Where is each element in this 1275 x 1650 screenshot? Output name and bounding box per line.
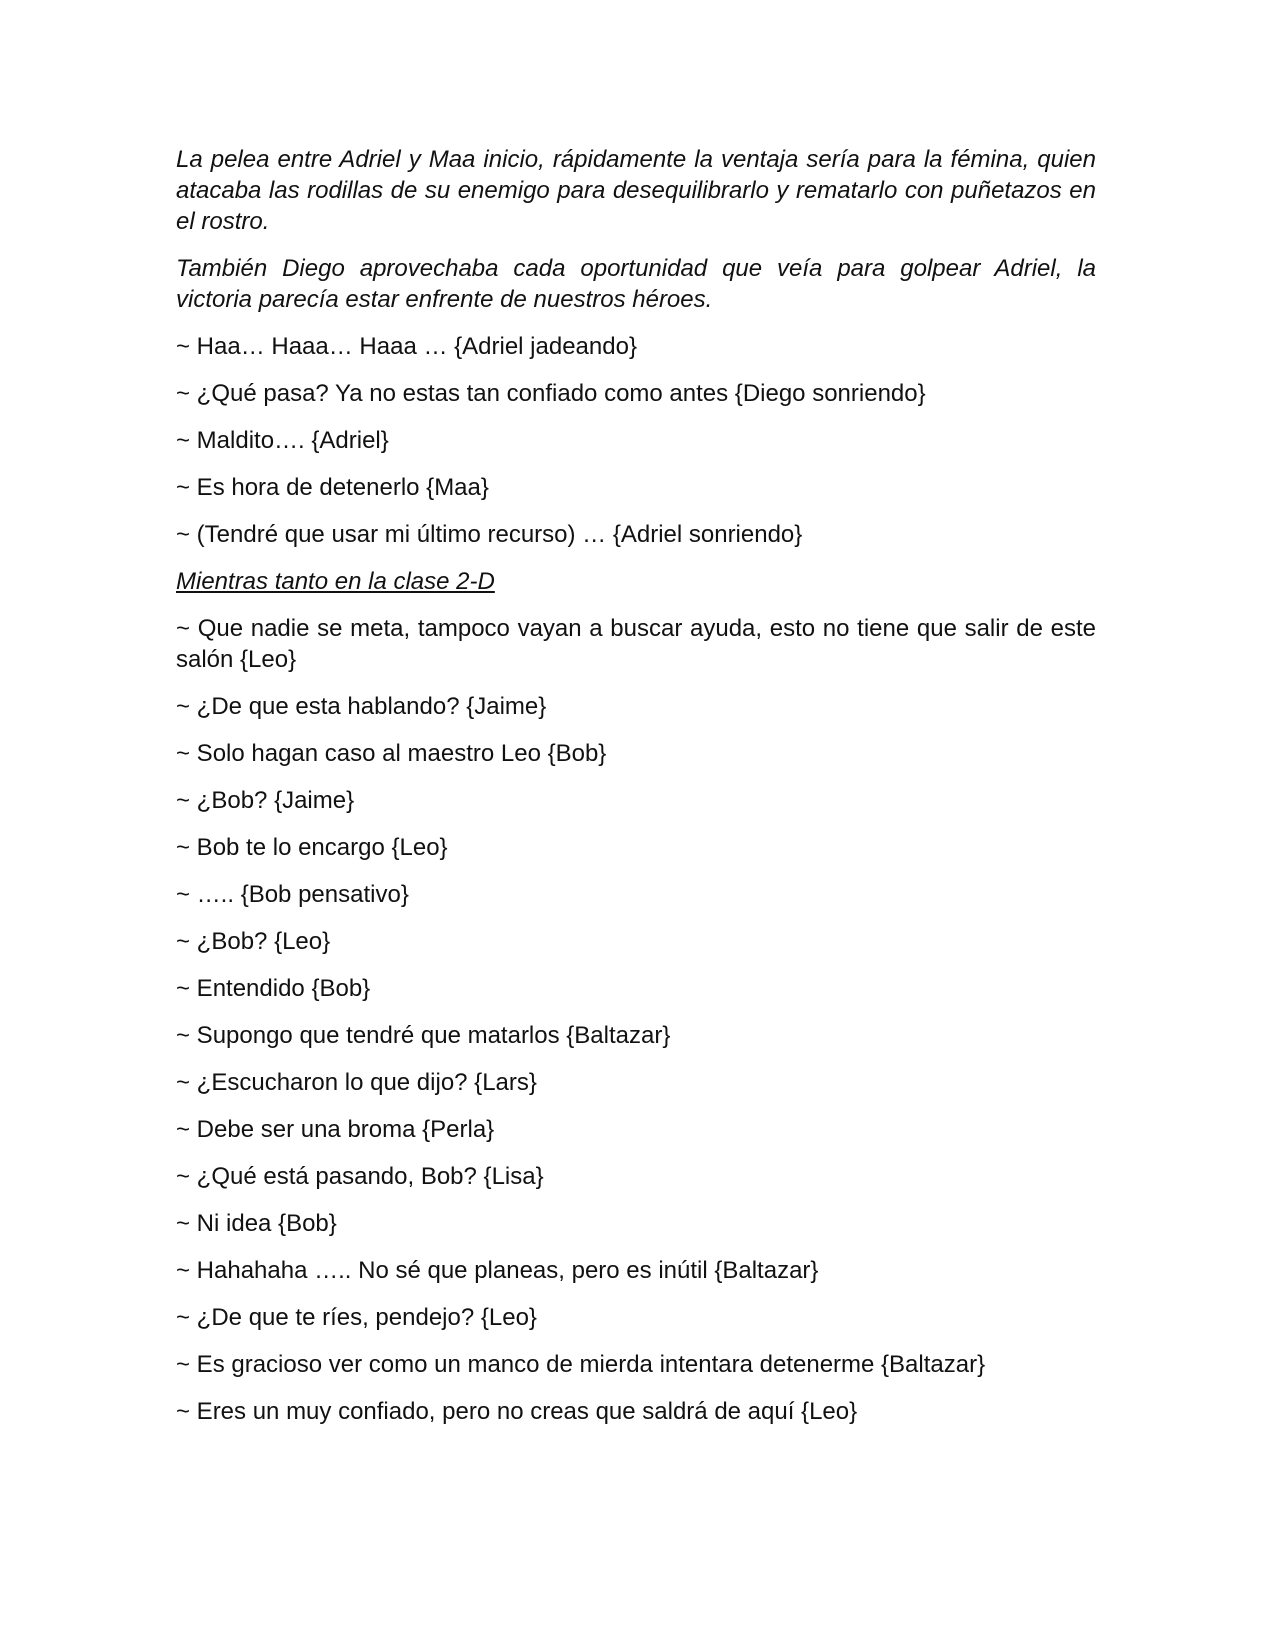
- dialogue-line: ~ ¿De que te ríes, pendejo? {Leo}: [176, 1304, 537, 1331]
- dialogue-line: ~ Hahahaha ….. No sé que planeas, pero es inútil {Baltazar}: [176, 1257, 819, 1284]
- dialogue-line: ~ ¿De que esta hablando? {Jaime}: [176, 693, 547, 720]
- dialogue-line: ~ Que nadie se meta, tampoco vayan a buscar ayuda, esto no tiene que salir de este salón {Leo}: [176, 615, 1096, 673]
- dialogue-line: ~ Ni idea {Bob}: [176, 1210, 337, 1237]
- dialogue-line: ~ Es gracioso ver como un manco de mierda intentara detenerme {Baltazar}: [176, 1351, 986, 1378]
- dialogue-line: ~ ¿Qué pasa? Ya no estas tan confiado como antes {Diego sonriendo}: [176, 380, 926, 407]
- dialogue-line: ~ Debe ser una broma {Perla}: [176, 1116, 495, 1143]
- dialogue-line: ~ (Tendré que usar mi último recurso) … {Adriel sonriendo}: [176, 521, 803, 548]
- dialogue-line: ~ ¿Bob? {Jaime}: [176, 787, 355, 814]
- dialogue-line: ~ Es hora de detenerlo {Maa}: [176, 474, 489, 501]
- scene-heading: Mientras tanto en la clase 2-D: [176, 568, 495, 595]
- dialogue-line: ~ Solo hagan caso al maestro Leo {Bob}: [176, 740, 607, 767]
- dialogue-line: ~ Bob te lo encargo {Leo}: [176, 834, 448, 861]
- dialogue-line: ~ Supongo que tendré que matarlos {Baltazar}: [176, 1022, 671, 1049]
- dialogue-line: ~ ¿Escucharon lo que dijo? {Lars}: [176, 1069, 537, 1096]
- narration-paragraph: También Diego aprovechaba cada oportunidad que veía para golpear Adriel, la victoria parecía estar enfrente de nuestros héroes.: [176, 255, 1096, 313]
- dialogue-line: ~ Eres un muy confiado, pero no creas que saldrá de aquí {Leo}: [176, 1398, 858, 1425]
- dialogue-line: ~ Entendido {Bob}: [176, 975, 371, 1002]
- dialogue-line: ~ ….. {Bob pensativo}: [176, 881, 409, 908]
- dialogue-line: ~ ¿Bob? {Leo}: [176, 928, 331, 955]
- document-body: [176, 144, 1096, 1443]
- dialogue-line: ~ Haa… Haaa… Haaa … {Adriel jadeando}: [176, 333, 637, 360]
- dialogue-line: ~ Maldito…. {Adriel}: [176, 427, 389, 454]
- narration-paragraph: La pelea entre Adriel y Maa inicio, rápidamente la ventaja sería para la fémina, quien atacaba las rodillas de su enemigo para desequilibrarlo y rematarlo con puñetazos en el rostro.: [176, 146, 1096, 235]
- dialogue-line: ~ ¿Qué está pasando, Bob? {Lisa}: [176, 1163, 544, 1190]
